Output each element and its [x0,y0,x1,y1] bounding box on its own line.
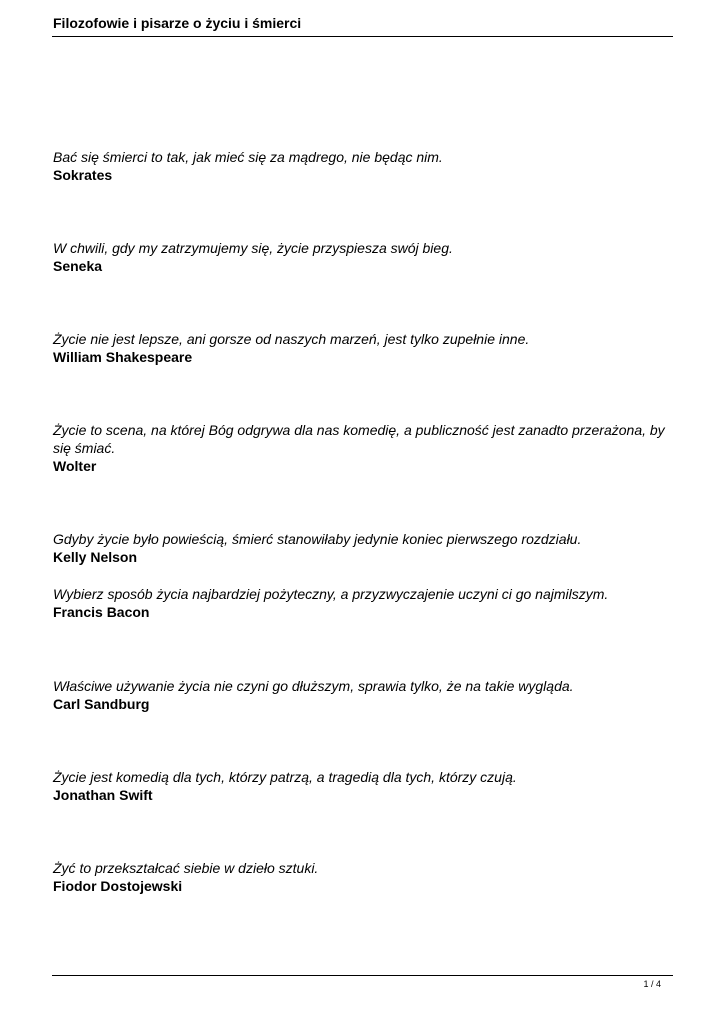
quote-block [53,148,678,184]
quote-text: Żyć to przekształcać siebie w dzieło sztuki. [53,860,319,876]
quote-block [53,330,678,366]
page-header-title: Filozofowie i pisarze o życiu i śmierci [53,15,302,31]
quote-block [53,530,678,566]
quote-author: William Shakespeare [53,349,193,365]
footer-divider [52,975,673,976]
quote-author: Seneka [53,258,103,274]
quote-text: Życie jest komedią dla tych, którzy patrzą, a tragedią dla tych, którzy czują. [53,769,517,785]
quote-author: Carl Sandburg [53,696,150,712]
quote-author: Wolter [53,458,97,474]
quote-block [53,768,678,804]
quote-text: Właściwe używanie życia nie czyni go dłuższym, sprawia tylko, że na takie wygląda. [53,678,574,694]
quote-text: Życie to scena, na której Bóg odgrywa dla nas komedię, a publiczność jest zanadto przerażona, by się śmiać. [53,422,665,456]
quote-text: Gdyby życie było powieścią, śmierć stanowiłaby jedynie koniec pierwszego rozdziału. [53,531,582,547]
quote-author: Kelly Nelson [53,549,138,565]
quote-author: Sokrates [53,167,113,183]
quote-author: Jonathan Swift [53,787,153,803]
quote-block [53,421,678,475]
quote-text: W chwili, gdy my zatrzymujemy się, życie przyspiesza swój bieg. [53,240,453,256]
quote-text: Życie nie jest lepsze, ani gorsze od naszych marzeń, jest tylko zupełnie inne. [53,331,530,347]
quote-block [53,585,678,621]
quote-block [53,239,678,275]
quote-block [53,677,678,713]
quote-text: Bać się śmierci to tak, jak mieć się za mądrego, nie będąc nim. [53,149,443,165]
quote-author: Francis Bacon [53,604,150,620]
quote-author: Fiodor Dostojewski [53,878,183,894]
header-divider [52,36,673,37]
page-number: 1 / 4 [643,979,661,989]
quote-text: Wybierz sposób życia najbardziej pożyteczny, a przyzwyczajenie uczyni ci go najmilszym. [53,586,609,602]
quote-block [53,859,678,895]
